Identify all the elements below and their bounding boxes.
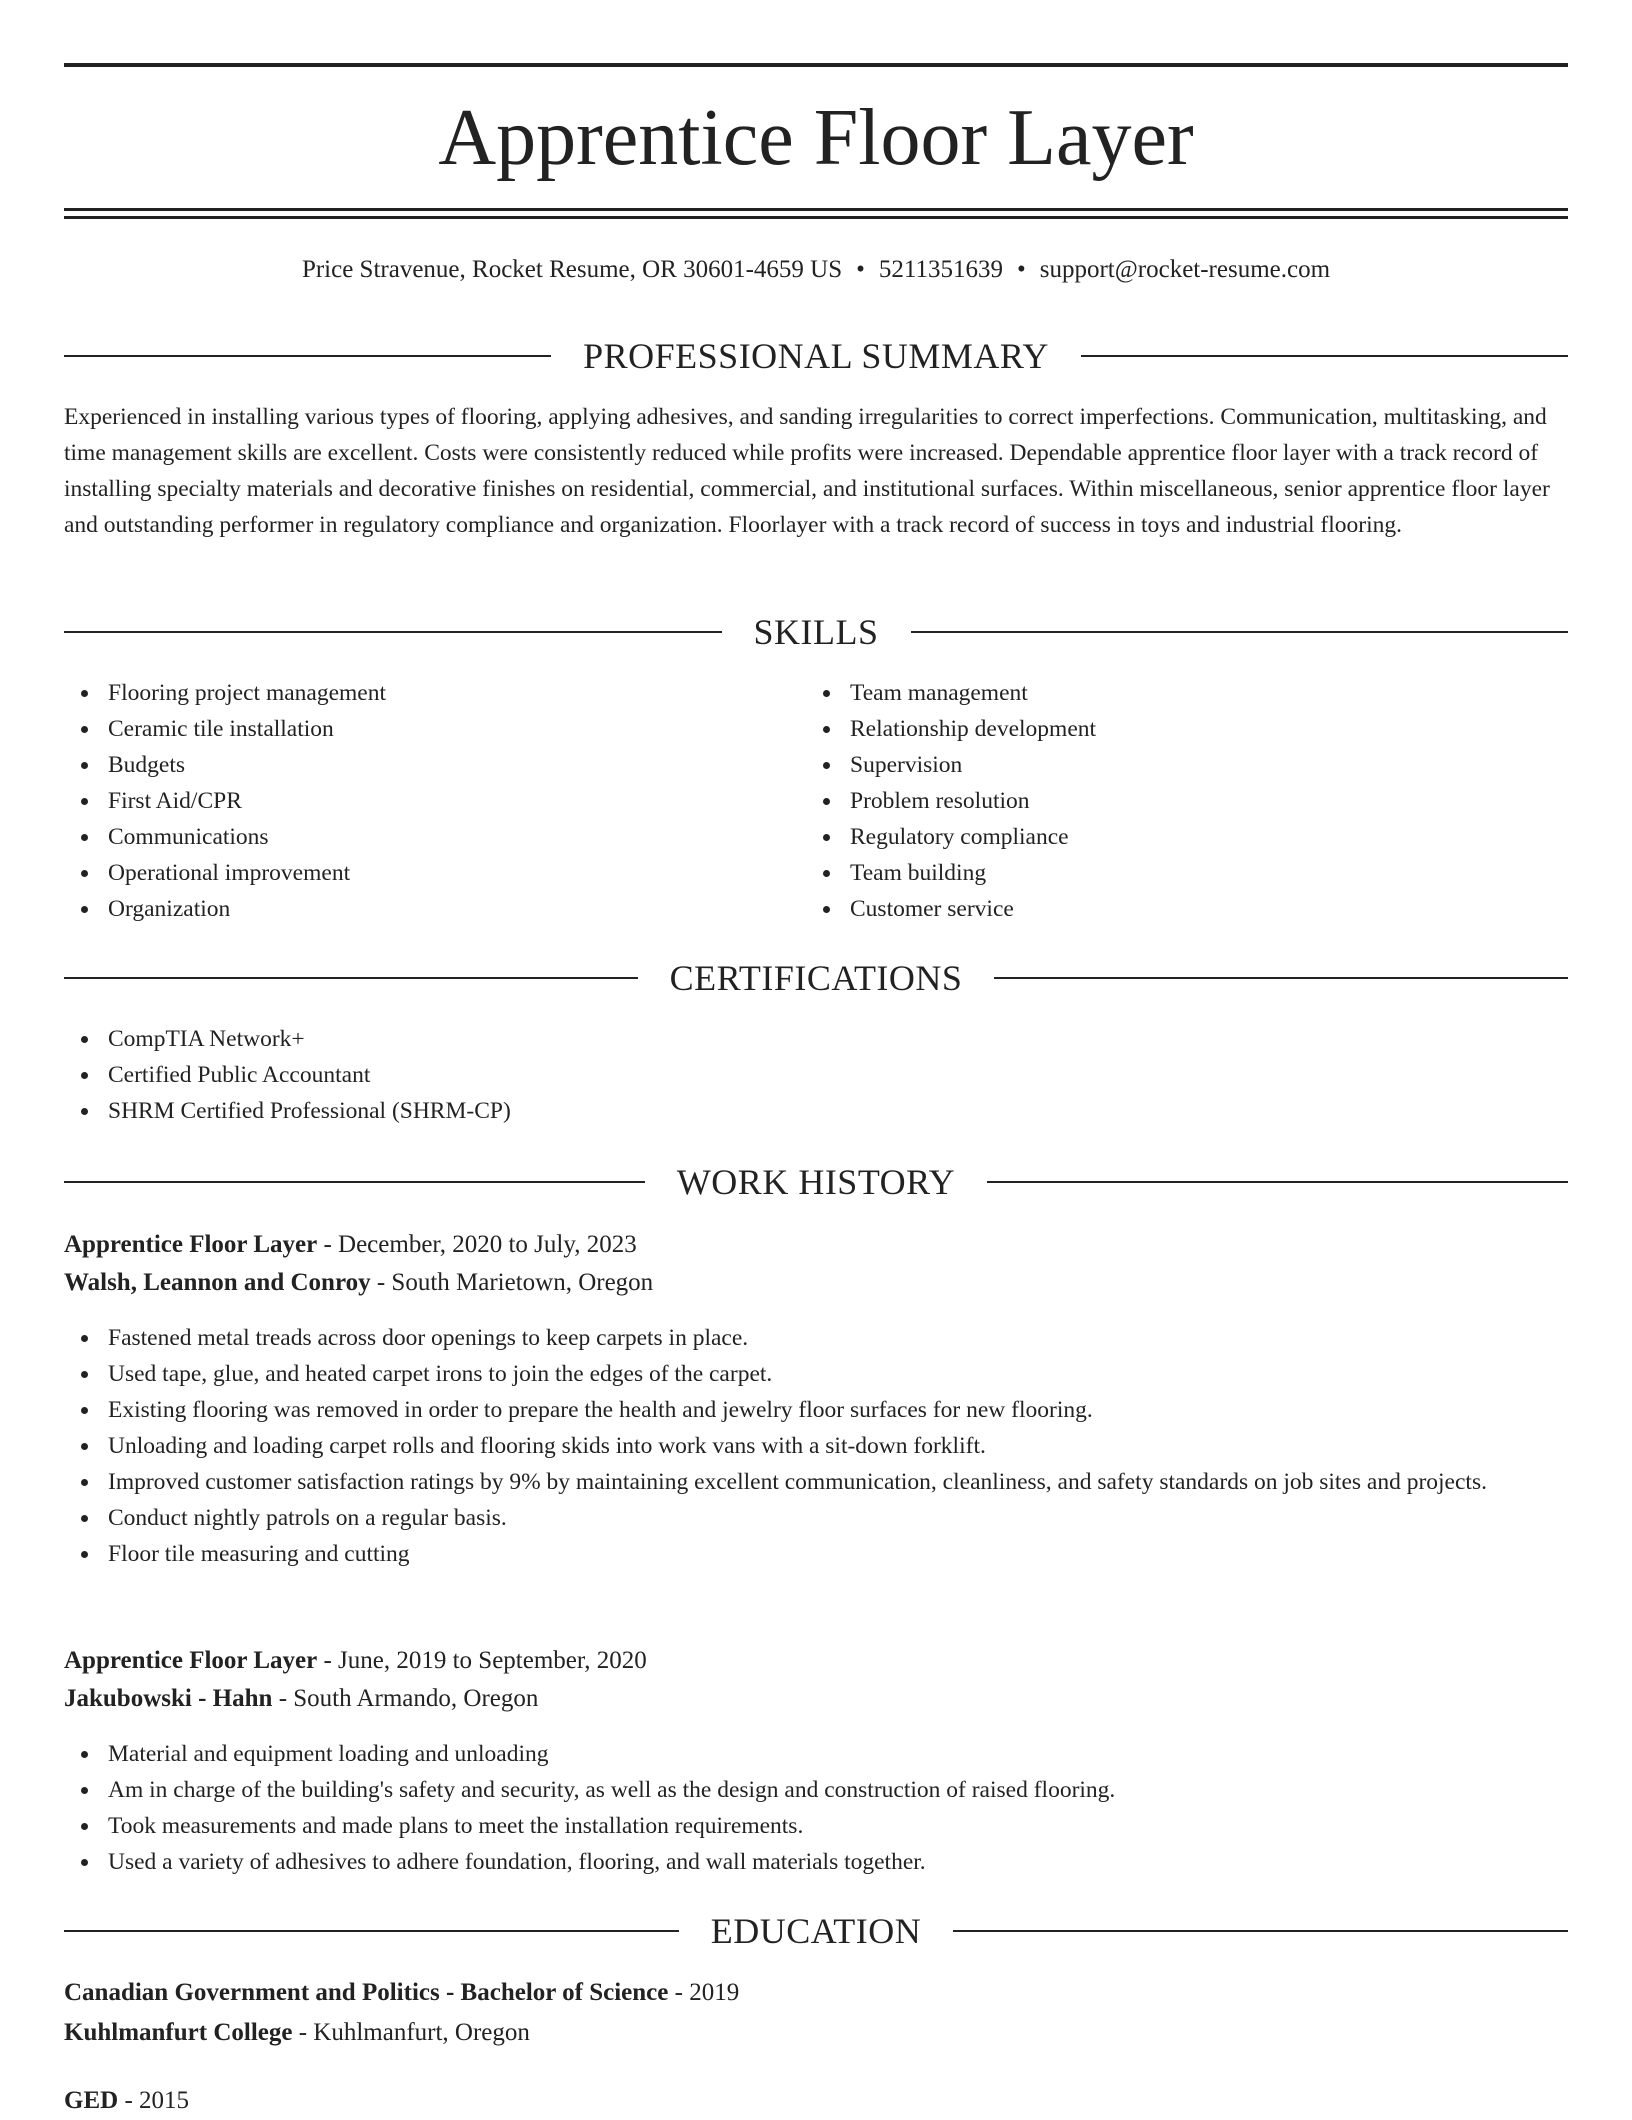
job-bullet: Unloading and loading carpet rolls and flooring skids into work vans with a sit-down forklift. <box>64 1428 1568 1464</box>
job-bullets <box>64 1736 1568 1880</box>
header-double-rule-upper <box>64 208 1568 211</box>
skill-item: Team management <box>806 675 1566 711</box>
education-degree: GED <box>64 2087 119 2114</box>
skills-heading: SKILLS <box>753 612 879 652</box>
heading-rule-left <box>64 355 551 357</box>
job-company: Jakubowski - Hahn <box>64 1685 273 1712</box>
job-bullet: Used tape, glue, and heated carpet irons to join the edges of the carpet. <box>64 1356 1568 1392</box>
job-company: Walsh, Leannon and Conroy <box>64 1269 371 1296</box>
certifications-heading: CERTIFICATIONS <box>669 958 963 998</box>
job-company-line <box>64 1264 1568 1302</box>
job-bullet: Conduct nightly patrols on a regular basis. <box>64 1500 1568 1536</box>
summary-text: Experienced in installing various types of flooring, applying adhesives, and sanding irregularities to correct imperfections. Communication, multitasking, and time management skills are excellent. Costs were consistently reduced while profits were increased. Dependable apprentice floor layer with a track record of installing specialty materials and decorative finishes on residential, commercial, and institutional surfaces. Within miscellaneous, senior apprentice floor layer and outstanding performer in regulatory compliance and organization. Floorlayer with a track record of success in toys and industrial flooring. <box>64 404 1550 538</box>
heading-rule-left <box>64 977 638 979</box>
job-title-line <box>64 1642 1568 1680</box>
job-dates: - December, 2020 to July, 2023 <box>317 1231 637 1258</box>
job-bullet: Used a variety of adhesives to adhere foundation, flooring, and wall materials together. <box>64 1844 1568 1880</box>
education-heading: EDUCATION <box>710 1911 922 1951</box>
education-year: - 2019 <box>668 1979 740 2006</box>
job-bullets <box>64 1320 1568 1572</box>
heading-rule-right <box>953 1930 1568 1932</box>
contact-separator: • <box>856 256 865 283</box>
certification-item: Certified Public Accountant <box>64 1057 1568 1093</box>
skill-item: Operational improvement <box>64 855 804 891</box>
heading-rule-right <box>994 977 1568 979</box>
skill-item: Ceramic tile installation <box>64 711 804 747</box>
education-school: Kuhlmanfurt College <box>64 2019 293 2046</box>
job-title: Apprentice Floor Layer <box>64 1647 318 1674</box>
contact-address: Price Stravenue, Rocket Resume, OR 30601-4659 US <box>301 256 843 283</box>
job-bullet: Took measurements and made plans to meet the installation requirements. <box>64 1808 1568 1844</box>
heading-rule-right <box>911 631 1569 633</box>
resume-title: Apprentice Floor Layer <box>438 94 1194 182</box>
skill-item: First Aid/CPR <box>64 783 804 819</box>
skill-item: Communications <box>64 819 804 855</box>
job-bullet: Material and equipment loading and unloading <box>64 1736 1568 1772</box>
education-degree-line <box>64 1974 1568 2012</box>
work-history-heading: WORK HISTORY <box>676 1162 956 1202</box>
heading-rule-right <box>987 1181 1568 1183</box>
education-degree: Canadian Government and Politics - Bachelor of Science <box>64 1979 669 2006</box>
summary-section-heading <box>64 336 1568 376</box>
education-school-line <box>64 2014 1568 2052</box>
contact-separator: • <box>1016 256 1026 283</box>
skill-item: Budgets <box>64 747 804 783</box>
job-location: - South Armando, Oregon <box>272 1685 539 1712</box>
heading-rule-left <box>64 631 722 633</box>
job-location: - South Marietown, Oregon <box>370 1269 654 1296</box>
job-bullet: Existing flooring was removed in order to prepare the health and jewelry floor surfaces for new flooring. <box>64 1392 1568 1428</box>
certifications-section-heading <box>64 958 1568 998</box>
certifications-list <box>64 1021 1568 1129</box>
skill-item: Team building <box>806 855 1566 891</box>
education-location: - Kuhlmanfurt, Oregon <box>292 2019 530 2046</box>
skill-item: Regulatory compliance <box>806 819 1566 855</box>
contact-line <box>64 252 1568 288</box>
job-title: Apprentice Floor Layer <box>64 1231 318 1258</box>
skills-list-right <box>806 675 1566 927</box>
skill-item: Problem resolution <box>806 783 1566 819</box>
skill-item: Relationship development <box>806 711 1566 747</box>
header-top-rule <box>64 63 1568 67</box>
contact-email: support@rocket-resume.com <box>1039 256 1331 283</box>
heading-rule-left <box>64 1930 679 1932</box>
skill-item: Flooring project management <box>64 675 804 711</box>
job-bullet: Fastened metal treads across door openings to keep carpets in place. <box>64 1320 1568 1356</box>
education-section-heading <box>64 1911 1568 1951</box>
skill-item: Supervision <box>806 747 1566 783</box>
education-degree-line <box>64 2082 1568 2120</box>
certification-item: SHRM Certified Professional (SHRM-CP) <box>64 1093 1568 1129</box>
work-history-section-heading <box>64 1162 1568 1202</box>
job-company-line <box>64 1680 1568 1718</box>
job-dates: - June, 2019 to September, 2020 <box>317 1647 647 1674</box>
header-double-rule-lower <box>64 216 1568 219</box>
summary-heading: PROFESSIONAL SUMMARY <box>583 336 1049 376</box>
education-year: - 2015 <box>118 2087 190 2114</box>
contact-phone: 5211351639 <box>878 256 1003 283</box>
heading-rule-left <box>64 1181 645 1183</box>
job-bullet: Improved customer satisfaction ratings by 9% by maintaining excellent communication, cleanliness, and safety standards on job sites and projects. <box>64 1464 1568 1500</box>
job-bullet: Floor tile measuring and cutting <box>64 1536 1568 1572</box>
job-title-line <box>64 1226 1568 1264</box>
job-bullet: Am in charge of the building's safety and security, as well as the design and construction of raised flooring. <box>64 1772 1568 1808</box>
skills-section-heading <box>64 612 1568 652</box>
heading-rule-right <box>1081 355 1568 357</box>
skill-item: Organization <box>64 891 804 927</box>
skill-item: Customer service <box>806 891 1566 927</box>
skills-list-left <box>64 675 804 927</box>
certification-item: CompTIA Network+ <box>64 1021 1568 1057</box>
